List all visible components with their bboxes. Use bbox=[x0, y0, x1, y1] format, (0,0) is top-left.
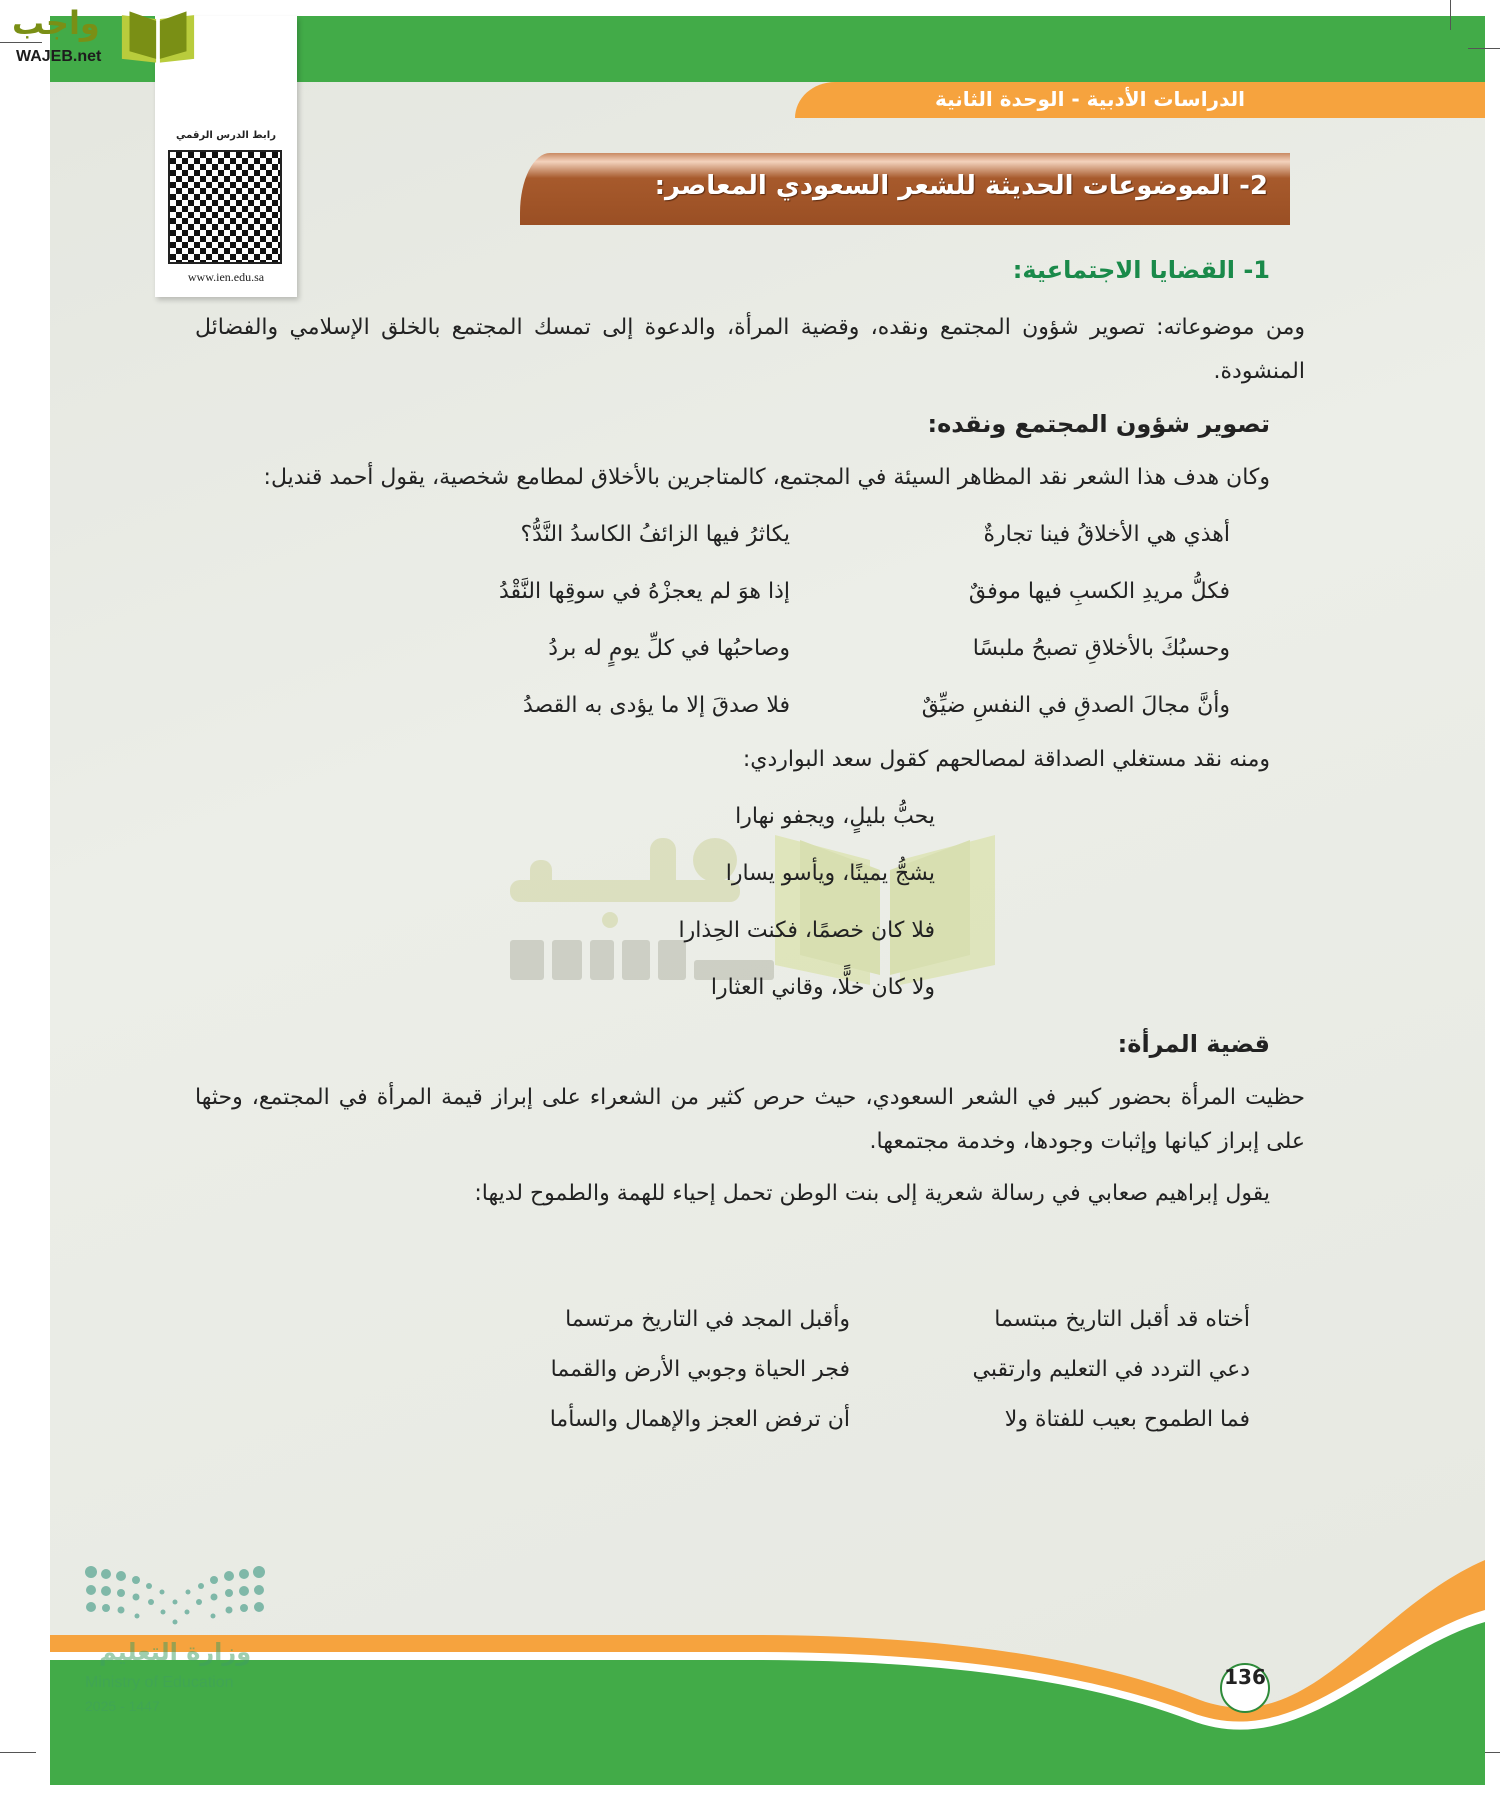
verse-right: أختاه قد أقبل التاريخ مبتسما bbox=[994, 1306, 1250, 1332]
verse: ولا كان خلًّا، وقاني العثارا bbox=[710, 975, 935, 1000]
verse: يحبُّ بليلٍ، ويجفو نهارا bbox=[735, 804, 935, 829]
couplet bbox=[195, 563, 1230, 620]
couplet bbox=[195, 1294, 1250, 1344]
main-content bbox=[195, 252, 1305, 1444]
ministry-year: 2025 - 1447 bbox=[85, 1698, 160, 1714]
wajeb-logo-ar: واجب bbox=[12, 4, 100, 42]
ministry-name-ar: وزارة التعليم bbox=[98, 1638, 252, 1666]
society-paragraph: وكان هدف هذا الشعر نقد المظاهر السيئة في المجتمع، كالمتاجرين بالأخلاق لمطامع شخصية، يقول أحمد قنديل: bbox=[263, 465, 1270, 490]
verse-left: وأقبل المجد في التاريخ مرتسما bbox=[565, 1306, 850, 1332]
poem-2 bbox=[195, 788, 935, 1016]
ministry-name-en: Ministry of Education bbox=[85, 1674, 234, 1691]
qr-code[interactable] bbox=[168, 150, 282, 264]
verse-right: أهذي هي الأخلاقُ فينا تجارةٌ bbox=[983, 522, 1230, 547]
verse-right: فكلُّ مريدِ الكسبِ فيها موفقٌ bbox=[968, 579, 1230, 604]
verse: يشجُّ يمينًا، ويأسو يسارا bbox=[725, 861, 935, 886]
poem-3 bbox=[195, 1294, 1250, 1444]
qr-url[interactable]: www.ien.edu.sa bbox=[187, 270, 265, 284]
verse-left: فجر الحياة وجوبي الأرض والقمما bbox=[550, 1356, 850, 1382]
intro-paragraph: ومن موضوعاته: تصوير شؤون المجتمع ونقده، وقضية المرأة، والدعوة إلى تمسك المجتمع بالخلق الإسلامي والفضائل المنشودة. bbox=[195, 315, 1305, 384]
footer-wave bbox=[50, 1550, 1485, 1785]
verse: فلا كان خصمًا، فكنت الحِذارا bbox=[678, 918, 935, 943]
verse-left: وصاحبُها في كلِّ يومٍ له بردُ bbox=[548, 636, 790, 661]
verse-left: يكاثرُ فيها الزائفُ الكاسدُ النَّدُّ؟ bbox=[520, 522, 790, 547]
wajeb-logo-en: WAJEB.net bbox=[16, 48, 102, 65]
section-title: 2- الموضوعات الحديثة للشعر السعودي المعاصر: bbox=[654, 171, 1268, 201]
verse-right: وأنَّ مجالَ الصدقِ في النفسِ ضيِّقٌ bbox=[921, 693, 1230, 718]
couplet bbox=[195, 1394, 1250, 1444]
couplet bbox=[195, 506, 1230, 563]
heading-women: قضية المرأة: bbox=[1117, 1030, 1270, 1058]
verse-left: فلا صدقَ إلا ما يؤدى به القصدُ bbox=[522, 693, 790, 718]
page-number: 136 bbox=[1220, 1663, 1270, 1713]
verse-right: دعي التردد في التعليم وارتقبي bbox=[972, 1356, 1250, 1382]
section-title-bar bbox=[520, 153, 1290, 225]
crop-mark bbox=[1468, 48, 1500, 49]
verse-left: أن ترفض العجز والإهمال والسأما bbox=[549, 1406, 850, 1432]
verse-left: إذا هوَ لم يعجزْهُ في سوقِها النَّقْدُ bbox=[498, 579, 790, 604]
couplet bbox=[195, 1344, 1250, 1394]
ministry-dots-icon bbox=[85, 1562, 265, 1632]
verse-right: وحسبُكَ بالأخلاقِ تصبحُ ملبسًا bbox=[972, 636, 1230, 661]
unit-tab bbox=[795, 82, 1485, 118]
heading-society: تصوير شؤون المجتمع ونقده: bbox=[927, 410, 1270, 438]
ministry-logo bbox=[85, 1562, 265, 1737]
couplet bbox=[195, 620, 1230, 677]
women-intro: يقول إبراهيم صعابي في رسالة شعرية إلى بنت الوطن تحمل إحياء للهمة والطموح لديها: bbox=[474, 1181, 1270, 1206]
unit-tab-label: الدراسات الأدبية - الوحدة الثانية bbox=[934, 87, 1245, 111]
qr-label: رابط الدرس الرقمي bbox=[176, 130, 276, 141]
crop-mark bbox=[1450, 0, 1451, 30]
friendship-intro: ومنه نقد مستغلي الصداقة لمصالحهم كقول سعد البواردي: bbox=[742, 747, 1270, 772]
verse-right: فما الطموح بعيب للفتاة ولا bbox=[1004, 1406, 1250, 1432]
women-paragraph: حظيت المرأة بحضور كبير في الشعر السعودي، حيث حرص كثير من الشعراء على إبراز قيمة المرأة في المجتمع، وحثها على إبراز كيانها وإثبات وجودها، وخدمة مجتمعها. bbox=[195, 1085, 1305, 1154]
book-icon bbox=[120, 6, 196, 68]
couplet bbox=[195, 677, 1230, 734]
subsection-heading: 1- القضايا الاجتماعية: bbox=[1012, 256, 1270, 284]
crop-mark bbox=[0, 1752, 36, 1753]
wajeb-logo bbox=[8, 4, 198, 68]
poem-1 bbox=[195, 506, 1230, 734]
